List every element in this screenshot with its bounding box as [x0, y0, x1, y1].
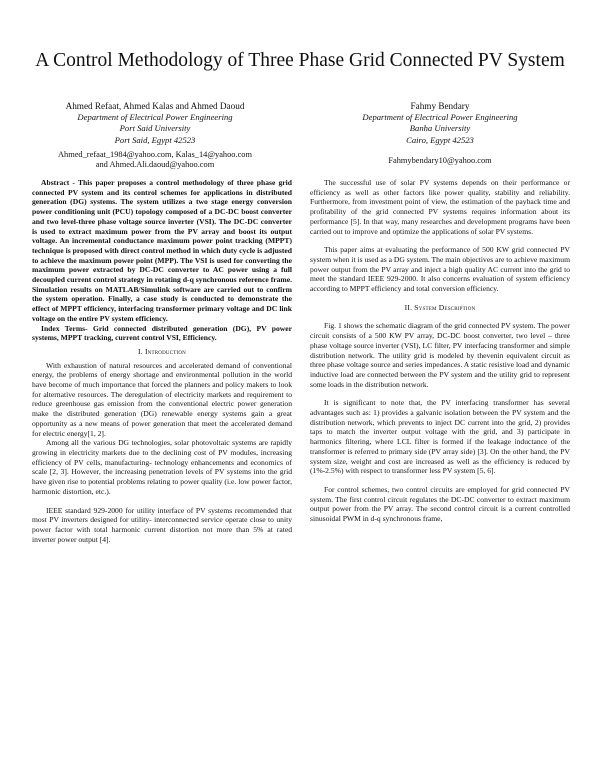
paragraph: It is significant to note that, the PV interfacing transformer has several advantages such as: 1) provides a galvanic isolation between the PV system and the distribution network, which prevents to inject DC current into the grid, 2) provides taps to match the inverter output voltage with the grid, and 3) participate in harmonics filtering, where LCL filter is formed if the leakage inductance of the transformer is referred to primary side (PV array side) [3]. On the other hand, the PV system size, weight and cost are increased as well as the efficiency is reduced by (1%-2.5%) with respect to transformer less PV system [5, 6].	[310, 398, 570, 476]
author-email: and Ahmed.Ali.daoud@yahoo.com	[95, 160, 215, 170]
paragraph: Among all the various DG technologies, solar photovoltaic systems are rapidly growing in electricity markets due to the declining cost of PV modules, increasing efficiency of PV cells, manufacturing- technology enhancements and economics of scale [2, 3]. However, the increasing penetration levels of PV systems into the grid have given rise to potential problems relating to power quality (i.e. low power factor, harmonic distortion, etc.).	[32, 438, 292, 496]
author-email: Ahmed_refaat_1984@yahoo.com, Kalas_14@yahoo.com	[57, 149, 253, 159]
author-university: Banha University	[409, 123, 471, 134]
paragraph: The successful use of solar PV systems depends on their performance or efficiency as well as other factors like power quality, stability and reliability. Furthermore, from investment point of view, the estimation of the payback time and profitability of the grid connected PV systems requires information about its performance [5]. In that way, many researches and development programs have been carried out to improve and optimize the applications of solar PV systems.	[310, 178, 570, 236]
paragraph: This paper aims at evaluating the performance of 500 KW grid connected PV system when it is used as a DG system. The main objectives are to achieve maximum power output from the PV array and inject a high quality AC current into the grid to meet the standard IEEE 929-2000. It also concerns evaluation of system efficiency according to MPPT efficiency and total conversion efficiency.	[310, 245, 570, 294]
section-heading: I. Introduction	[138, 346, 186, 356]
author-names: Ahmed Refaat, Ahmed Kalas and Ahmed Daoud	[65, 101, 245, 111]
author-department: Department of Electrical Power Engineering	[362, 112, 518, 123]
author-university: Port Said University	[119, 123, 191, 134]
left-column	[32, 178, 292, 544]
author-email: Fahmybendary10@yahoo.com	[388, 155, 492, 165]
paragraph: Fig. 1 shows the schematic diagram of the grid connected PV system. The power circuit consists of a 500 KW PV array, DC-DC boost converter, two level – three phase voltage source inverter (VSI), LC filter, PV interfacing transformer and simple distribution network. The utility grid is modeled by thevenin equivalent circuit as three phase voltage source and series impedances. A static resistive load and dynamic inductive load are connected between the PV system and the utility grid to represent some loads in the distribution network.	[310, 321, 570, 389]
author-block-1	[40, 101, 270, 171]
paper-title: A Control Methodology of Three Phase Grid Connected PV System	[35, 50, 565, 71]
author-department: Department of Electrical Power Engineering	[77, 112, 233, 123]
paragraph: For control schemes, two control circuits are employed for grid connected PV system. The first control circuit regulates the DC-DC converter to extract maximum output power from the PV array. The second control circuit is a current controlled sinusoidal PWM in d-q synchronous frame,	[310, 484, 570, 524]
author-location: Cairo, Egypt 42523	[406, 134, 474, 145]
index-terms: Index Terms- Grid connected distributed generation (DG), PV power systems, MPPT tracking, current control VSI, Efficiency.	[32, 323, 292, 343]
author-block-2	[325, 101, 555, 166]
paragraph: With exhaustion of natural resources and accelerated demand of conventional energy, the problems of energy shortage and environmental pollution in the world have become of much importance that forced the planners and policy makers to look for alternative resources. The deregulation of electricity markets and requirement to reduce greenhouse gas emission from the conventional electric power generation make the distributed generation (DG) renewable energy systems gain a great opportunity as a new means of power generation that meet the accelerated demand for electric energy[1, 2].	[32, 360, 292, 438]
section-heading: II. System Description	[404, 302, 476, 312]
right-column	[310, 178, 570, 524]
author-names: Fahmy Bendary	[410, 101, 470, 111]
paragraph: IEEE standard 929-2000 for utility interface of PV systems recommended that most PV inverters designed for utility- interconnected service operate close to unity power factor with total harmonic current distortion not more than 5% at rated inverter power output [4].	[32, 505, 292, 544]
abstract: Abstract - This paper proposes a control methodology of three phase grid connected PV system and its control schemes for applications in distributed generation (DG) systems. The system utilizes a two stage energy conversion power conditioning unit (PCU) topology composed of a DC-DC boost converter and two level-three phase voltage source inverter (VSI). The DC-DC converter is used to extract maximum power from the PV array and boost its output voltage. An incremental conductance maximum power point tracking (MPPT) technique is proposed with direct control method in which duty cycle is adjusted to achieve the maximum power point (MPP). The VSI is used for converting the maximum power extracted by DC-DC converter to AC power using a full decoupled current control strategy in rotating d-q synchronous reference frame. Simulation results on MATLAB/Simulink software are carried out to confirm the system operation. Finally, a case study is conducted to demonstrate the effect of MPPT efficiency, interfacing transformer primary voltage and DC link voltage on the entire PV system efficiency.	[32, 178, 292, 323]
author-location: Port Said, Egypt 42523	[114, 134, 196, 145]
